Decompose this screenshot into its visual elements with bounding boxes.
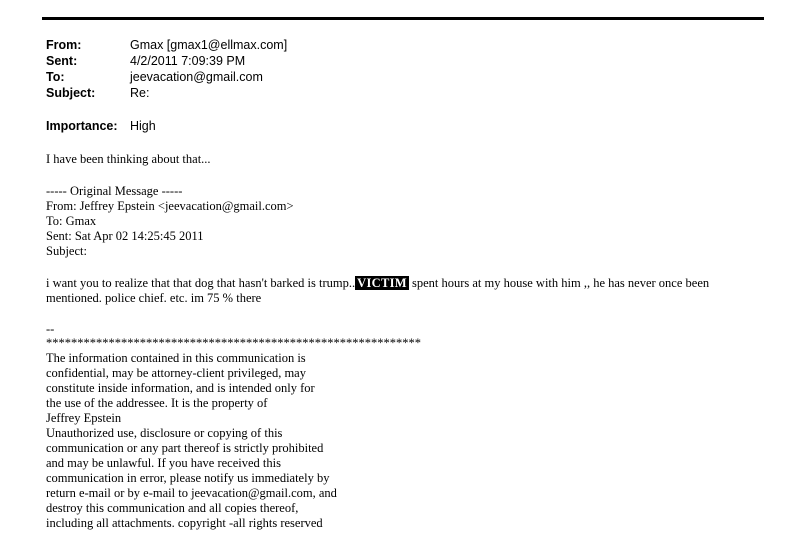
original-from: From: Jeffrey Epstein <jeevacation@gmail.com> [46, 199, 294, 213]
redaction-box: VICTIM [357, 276, 407, 290]
disclaimer-block [46, 351, 337, 531]
disclaimer-line: constitute inside information, and is intended only for [46, 381, 315, 395]
header-subject-row [46, 85, 149, 101]
disclaimer-line: the use of the addressee. It is the property of [46, 396, 268, 410]
disclaimer-line: communication in error, please notify us immediately by [46, 471, 330, 485]
sent-label: Sent: [46, 54, 78, 68]
original-body-line-2: mentioned. police chief. etc. im 75 % there [46, 291, 262, 305]
original-message-divider: ----- Original Message ----- [46, 184, 183, 198]
reply-body: I have been thinking about that... [46, 152, 211, 166]
original-sent: Sent: Sat Apr 02 14:25:45 2011 [46, 229, 204, 243]
from-label: From: [46, 38, 82, 52]
importance-value: High [130, 119, 156, 133]
original-body-line-1 [46, 276, 709, 291]
disclaimer-line: confidential, may be attorney-client privileged, may [46, 366, 306, 380]
disclaimer-line: return e-mail or by e-mail to jeevacation@gmail.com, and [46, 486, 337, 500]
disclaimer-line: The information contained in this communication is [46, 351, 306, 365]
original-subject: Subject: [46, 244, 87, 258]
disclaimer-line: destroy this communication and all copies thereof, [46, 501, 299, 515]
asterisk-divider: ************************************************************ [46, 336, 421, 350]
disclaimer-line: Unauthorized use, disclosure or copying of this [46, 426, 283, 440]
sent-value: 4/2/2011 7:09:39 PM [130, 54, 246, 68]
header-from-row [46, 37, 287, 53]
disclaimer-line: and may be unlawful. If you have received this [46, 456, 281, 470]
original-body-after: spent hours at my house with him ,, he has never once been [408, 276, 710, 290]
to-value[interactable]: jeevacation@gmail.com [130, 70, 263, 84]
header-to-row [46, 69, 263, 85]
signature-separator: -- [46, 322, 55, 336]
to-label: To: [46, 70, 65, 84]
from-value[interactable]: Gmax [gmax1@ellmax.com] [130, 38, 288, 52]
original-to: To: Gmax [46, 214, 97, 228]
original-body-before: i want you to realize that that dog that hasn't barked is trump.. [46, 276, 356, 290]
header-importance-row [46, 118, 156, 134]
disclaimer-line: communication or any part thereof is strictly prohibited [46, 441, 324, 455]
disclaimer-line: including all attachments. copyright -all rights reserved [46, 516, 323, 530]
disclaimer-line: Jeffrey Epstein [46, 411, 122, 425]
top-divider [42, 17, 764, 20]
header-sent-row [46, 53, 245, 69]
subject-label: Subject: [46, 86, 96, 100]
subject-value: Re: [130, 86, 150, 100]
importance-label: Importance: [46, 119, 118, 133]
